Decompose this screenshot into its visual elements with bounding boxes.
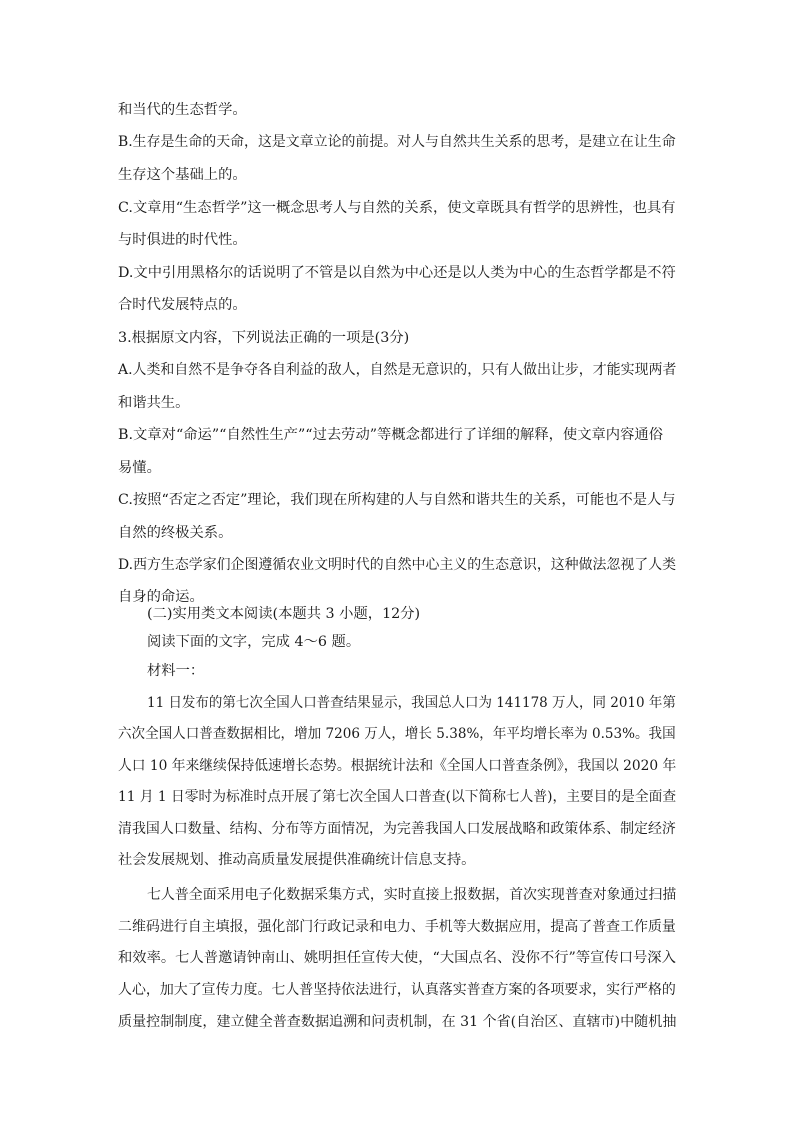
paragraph-line: 七人普全面采用电子化数据采集方式，实时直接上报数据，首次实现普查对象通过扫描 [147,887,677,903]
text-line: 与时俱进的时代性。 [118,232,247,248]
paragraph-line: 六次全国人口普查数据相比，增加 7206 万人，增长 5.38%，年平均增长率为 0.53%。我国 [118,726,676,742]
paragraph-line: 质量控制制度，建立健全普查数据追溯和问责机制，在 31 个省(自治区、直辖市)中随机抽 [118,1014,677,1030]
instruction-line: 阅读下面的文字，完成 4～6 题。 [147,634,361,650]
material-label: 材料一： [147,663,205,679]
text-line: A.人类和自然不是争夺各自利益的敌人，自然是无意识的，只有人做出让步，才能实现两者 [118,362,677,378]
paragraph-line: 人心，加大了宣传力度。七人普坚持依法进行，认真落实普查方案的各项要求，实行严格的 [118,982,676,998]
paragraph-line: 和效率。七人普邀请钟南山、姚明担任宣传大使，“大国点名、没你不行”等宣传口号深入 [118,950,676,966]
text-line: 自身的命运。 [118,589,204,605]
text-line: D.文中引用黑格尔的话说明了不管是以自然为中心还是以人类为中心的生态哲学都是不符 [118,265,676,281]
text-line: 易懂。 [118,460,161,476]
text-line: C.文章用“生态哲学”这一概念思考人与自然的关系，使文章既具有哲学的思辨性，也具有 [118,200,676,216]
text-line: B.文章对“命运”“自然性生产”“过去劳动”等概念都进行了详细的解释，使文章内容通俗 [118,427,663,443]
question-heading: 3.根据原文内容，下列说法正确的一项是(3分) [118,330,410,346]
text-line: C.按照“否定之否定”理论，我们现在所构建的人与自然和谐共生的关系，可能也不是人与 [118,492,676,508]
text-line: 和谐共生。 [118,395,190,411]
paragraph-line: 二维码进行自主填报，强化部门行政记录和电力、手机等大数据应用，提高了普查工作质量 [118,919,676,935]
text-line: 合时代发展特点的。 [118,297,247,313]
text-line: B.生存是生命的天命，这是文章立论的前提。对人与自然共生关系的思考，是建立在让生命 [118,134,676,150]
paragraph-line: 11 日发布的第七次全国人口普查结果显示，我国总人口为 141178 万人，同 2010 年第 [147,695,676,711]
text-line: 自然的终极关系。 [118,525,233,541]
text-line: 和当代的生态哲学。 [118,102,247,118]
paragraph-line: 人口 10 年来继续保持低速增长态势。根据统计法和《全国人口普查条例》，我国以 2020 年 [118,758,677,774]
section-heading: (二)实用类文本阅读(本题共 3 小题，12分) [147,606,421,622]
paragraph-line: 社会发展规划、推动高质量发展提供准确统计信息支持。 [118,852,476,868]
paragraph-line: 11 月 1 日零时为标准时点开展了第七次全国人口普查(以下简称七人普)，主要目的是全面查 [118,789,677,805]
text-line: D.西方生态学家们企图遵循农业文明时代的自然中心主义的生态意识，这种做法忽视了人类 [118,557,677,573]
paragraph-line: 清我国人口数量、结构、分布等方面情况，为完善我国人口发展战略和政策体系、制定经济 [118,821,676,837]
text-line: 生存这个基础上的。 [118,167,247,183]
